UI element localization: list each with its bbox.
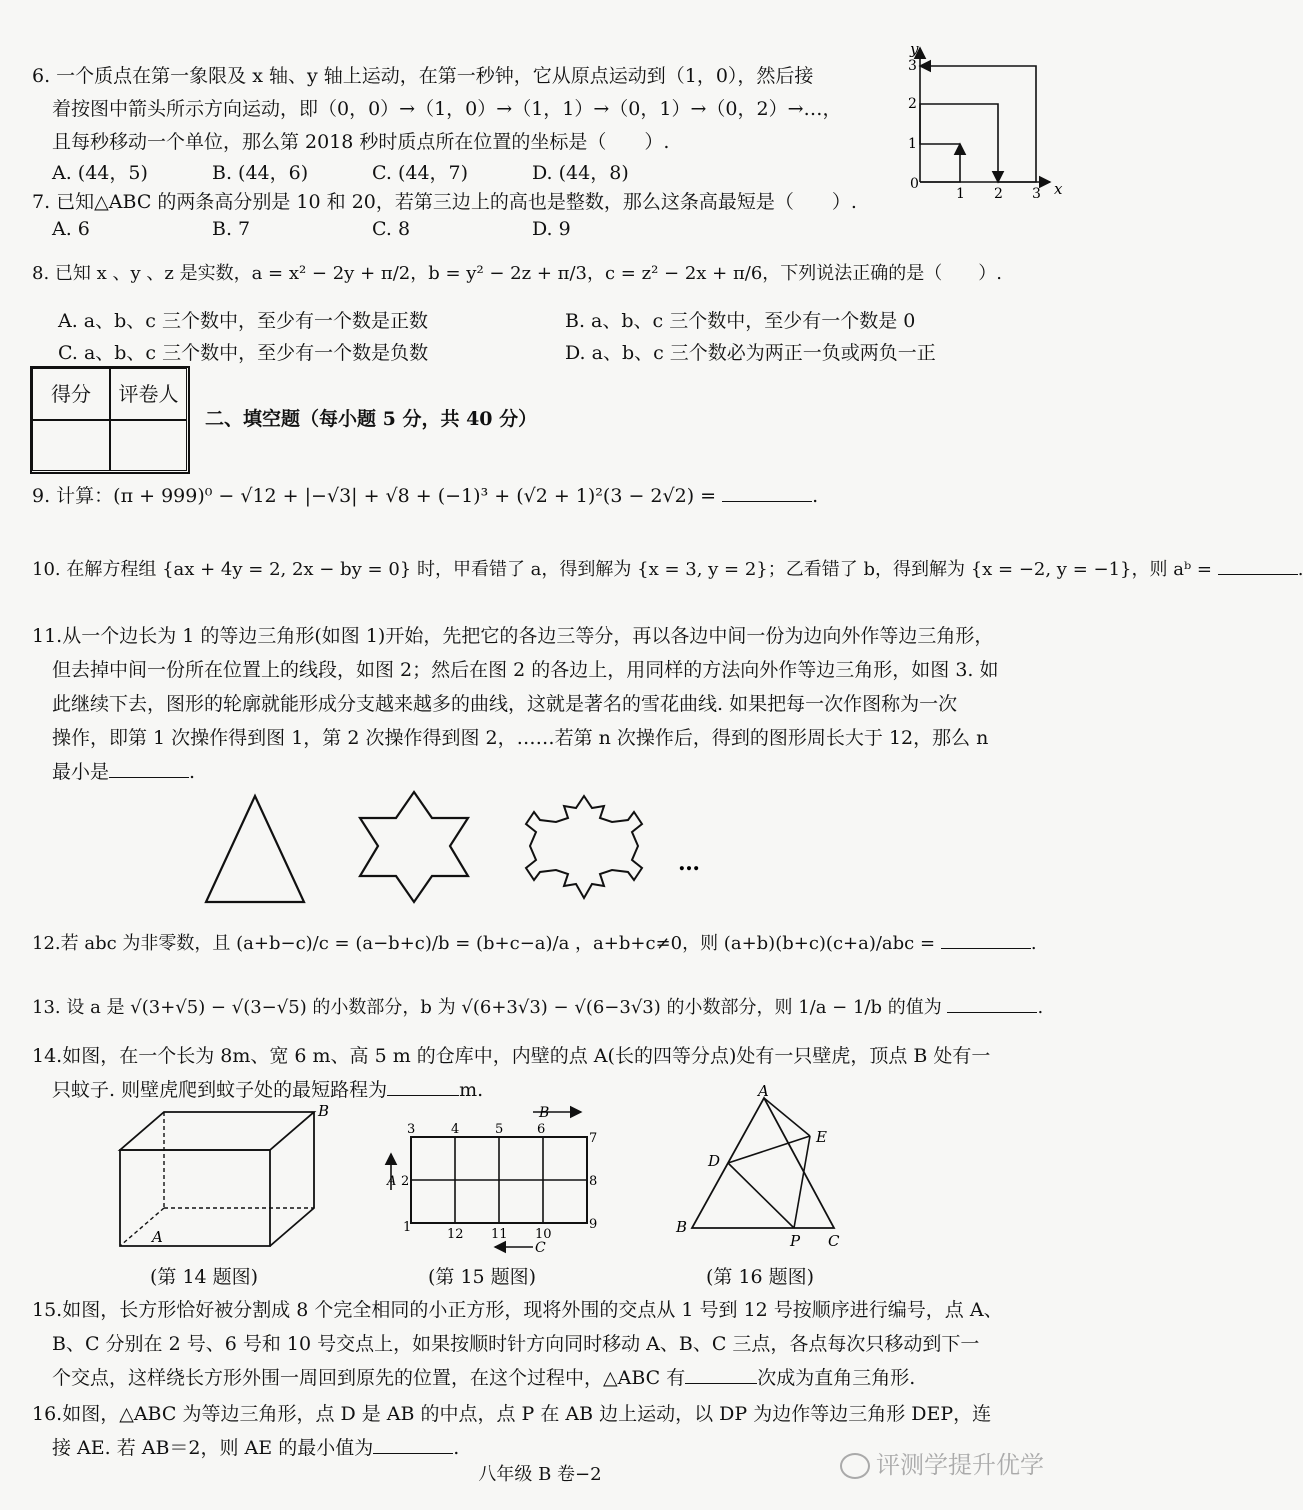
fig16-label-d: D xyxy=(708,1152,721,1170)
q7-text: 7. 已知△ABC 的两条高分别是 10 和 20，若第三边上的高也是整数，那么这条高最短是（ ）. xyxy=(32,191,857,213)
grader-cell[interactable] xyxy=(110,420,187,471)
q11-end: . xyxy=(189,761,196,783)
q15-line3-end: 次成为直角三角形. xyxy=(757,1367,916,1389)
score-table xyxy=(30,366,190,474)
grader-header: 评卷人 xyxy=(110,368,187,420)
fig15-top-6: 6 xyxy=(537,1122,546,1137)
fig15-top-7: 7 xyxy=(589,1131,598,1146)
q14-line2-text: 只蚊子. 则壁虎爬到蚊子处的最短路程为 xyxy=(52,1079,388,1101)
page-footer: 八年级 B 卷−2 xyxy=(478,1464,602,1485)
q6-line3: 且每秒移动一个单位，那么第 2018 秒时质点所在位置的坐标是（ ）. xyxy=(52,131,670,153)
watermark-text: 评测学提升优学 xyxy=(876,1451,1044,1479)
q7-option-d: D. 9 xyxy=(532,218,571,240)
score-header: 得分 xyxy=(32,368,110,420)
q8-text: 8. 已知 x 、y 、z 是实数，a = x² − 2y + π/2，b = y² − 2z + π/3，c = z² − 2x + π/6，下列说法正确的是（ ）. xyxy=(32,263,1003,284)
q10-end: . xyxy=(1297,559,1303,580)
q7-option-c: C. 8 xyxy=(372,218,411,240)
q11-line3: 此继续下去，图形的轮廓就能形成分支越来越多的曲线，这就是著名的雪花曲线. 如果把每一次作图称为一次 xyxy=(52,693,958,715)
q9-text: 9. 计算：(π + 999)⁰ − √12 + |−√3| + √8 + (−1)³ + (√2 + 1)²(3 − 2√2) = xyxy=(32,485,717,507)
q13-answer-blank[interactable] xyxy=(947,994,1037,1013)
q16-end: . xyxy=(453,1437,460,1459)
fig15-right-8: 8 xyxy=(589,1174,598,1189)
figure2-star xyxy=(360,792,468,902)
q6-option-d: D. (44，8) xyxy=(532,162,629,184)
q8-option-b: B. a、b、c 三个数中，至少有一个数是 0 xyxy=(565,310,916,332)
fig15-label-c: C xyxy=(535,1240,546,1256)
q15-line3-text: 个交点，这样绕长方形外围一周回到原先的位置，在这个过程中，△ABC 有 xyxy=(52,1367,686,1389)
q10-answer-blank[interactable] xyxy=(1218,556,1298,575)
q14-line1: 14.如图，在一个长为 8m、宽 6 m、高 5 m 的仓库中，内壁的点 A(长的四等分点)处有一只壁虎，顶点 B 处有一 xyxy=(32,1045,991,1067)
q6-line1: 6. 一个质点在第一象限及 x 轴、y 轴上运动，在第一秒钟，它从原点运动到（1，0），然后接 xyxy=(32,65,814,87)
q15-line1: 15.如图，长方形恰好被分割成 8 个完全相同的小正方形，现将外围的交点从 1 号到 12 号按顺序进行编号，点 A、 xyxy=(32,1299,1003,1321)
q10-line xyxy=(32,556,1303,584)
q9-line xyxy=(32,482,818,510)
q12-text: 12.若 abc 为非零数，且 (a+b−c)/c = (a−b+c)/b = (b+c−a)/a ，a+b+c≠0，则 (a+b)(b+c)(c+a)/abc = xyxy=(32,933,936,954)
q8-option-d: D. a、b、c 三个数必为两正一负或两负一正 xyxy=(565,342,936,364)
q7-option-a: A. 6 xyxy=(52,218,90,240)
fig15-grid xyxy=(385,1104,610,1254)
q6-line2: 着按图中箭头所示方向运动，即（0，0）→（1，0）→（1，1）→（0，1）→（0，2）→…， xyxy=(52,98,842,120)
q13-text: 13. 设 a 是 √(3+√5) − √(3−√5) 的小数部分，b 为 √(6+3√3) − √(6−3√3) 的小数部分，则 1/a − 1/b 的值为 xyxy=(32,997,942,1018)
fig15-top-4: 4 xyxy=(451,1122,460,1137)
fig15-top-3: 3 xyxy=(407,1122,416,1137)
fig16-label-c: C xyxy=(828,1232,840,1250)
figure3-snowflake xyxy=(526,796,642,898)
q6-x-tick-2: 2 xyxy=(994,186,1003,202)
q11-ellipsis: … xyxy=(678,850,700,876)
q6-x-label: x xyxy=(1054,180,1063,198)
q14-line2 xyxy=(52,1076,483,1104)
q12-answer-blank[interactable] xyxy=(941,930,1031,949)
q6-option-a: A. (44，5) xyxy=(52,162,148,184)
q11-line4: 操作，即第 1 次操作得到图 1，第 2 次操作得到图 2，……若第 n 次操作后，得到的图形周长大于 12，那么 n xyxy=(52,727,989,749)
fig16-label-p: P xyxy=(790,1232,801,1250)
q13-end: . xyxy=(1037,997,1044,1018)
q10-text: 10. 在解方程组 {ax + 4y = 2, 2x − by = 0} 时，甲看错了 a，得到解为 {x = 3, y = 2}；乙看错了 b，得到解为 {x = −2, y = −1}，则 aᵇ = xyxy=(32,559,1212,580)
fig15-bottom-12: 12 xyxy=(447,1227,464,1242)
q6-x-tick-0: 0 xyxy=(910,176,919,192)
fig15-label-a: A xyxy=(387,1174,397,1189)
fig15-left-2: 2 xyxy=(401,1174,410,1189)
q15-line3 xyxy=(52,1364,915,1392)
q16-line2-text: 接 AE. 若 AB＝2，则 AE 的最小值为 xyxy=(52,1437,374,1459)
score-cell[interactable] xyxy=(32,420,110,471)
fig15-caption: (第 15 题图) xyxy=(428,1266,537,1288)
q11-line2: 但去掉中间一份所在位置上的线段，如图 2；然后在图 2 的各边上，用同样的方法向外作等边三角形，如图 3. 如 xyxy=(52,659,999,681)
q9-answer-blank[interactable] xyxy=(722,483,812,502)
fig14-caption: (第 14 题图) xyxy=(150,1266,259,1288)
q6-y-tick-3: 3 xyxy=(908,58,917,74)
watermark-icon xyxy=(840,1453,870,1479)
fig15-bottom-1: 1 xyxy=(403,1220,412,1235)
fig16-label-a: A xyxy=(758,1082,769,1100)
q9-end: . xyxy=(812,485,819,507)
q6-option-b: B. (44，6) xyxy=(212,162,309,184)
q12-line xyxy=(32,930,1037,958)
q6-x-tick-3: 3 xyxy=(1032,186,1041,202)
q6-y-tick-1: 1 xyxy=(908,136,917,152)
fig16-label-b: B xyxy=(676,1218,688,1236)
fig16-triangle xyxy=(672,1084,857,1254)
watermark xyxy=(840,1445,1044,1480)
q11-answer-blank[interactable] xyxy=(109,759,189,778)
q16-line1: 16.如图，△ABC 为等边三角形，点 D 是 AB 的中点，点 P 在 AB 边上运动，以 DP 为边作等边三角形 DEP，连 xyxy=(32,1403,992,1425)
q11-snowflake-figures xyxy=(200,790,730,910)
fig15-bottom-10: 10 xyxy=(535,1227,552,1242)
q12-end: . xyxy=(1030,933,1037,954)
q16-line2 xyxy=(52,1434,459,1462)
q14-answer-blank[interactable] xyxy=(387,1077,459,1096)
section-2-title: 二、填空题（每小题 5 分，共 40 分） xyxy=(205,408,538,430)
fig15-right-9: 9 xyxy=(589,1217,598,1232)
fig16-label-e: E xyxy=(816,1128,827,1146)
q6-path-figure xyxy=(890,40,1070,205)
figure1-triangle xyxy=(206,796,304,902)
q8-option-c: C. a、b、c 三个数中，至少有一个数是负数 xyxy=(58,342,429,364)
q11-line1: 11.从一个边长为 1 的等边三角形(如图 1)开始，先把它的各边三等分，再以各边中间一份为边向外作等边三角形， xyxy=(32,625,994,647)
fig16-caption: (第 16 题图) xyxy=(706,1266,815,1288)
fig15-label-b: B xyxy=(539,1105,550,1121)
fig14-box xyxy=(110,1102,340,1252)
q11-line5-text: 最小是 xyxy=(52,761,110,783)
q15-line2: B、C 分别在 2 号、6 号和 10 号交点上，如果按顺时针方向同时移动 A、B、C 三点，各点每次只移动到下一 xyxy=(52,1333,980,1355)
fig14-label-a: A xyxy=(152,1228,163,1246)
q16-answer-blank[interactable] xyxy=(373,1435,453,1454)
fig15-bottom-11: 11 xyxy=(491,1227,508,1242)
q8-option-a: A. a、b、c 三个数中，至少有一个数是正数 xyxy=(58,310,428,332)
q6-y-tick-2: 2 xyxy=(908,96,917,112)
fig14-label-b: B xyxy=(318,1102,330,1120)
q13-line xyxy=(32,994,1043,1022)
q7-option-b: B. 7 xyxy=(212,218,251,240)
q6-x-tick-1: 1 xyxy=(956,186,965,202)
q11-line5 xyxy=(52,758,195,786)
q15-answer-blank[interactable] xyxy=(685,1365,757,1384)
fig15-top-5: 5 xyxy=(495,1122,504,1137)
q6-y-label: y xyxy=(910,40,919,58)
q6-option-c: C. (44，7) xyxy=(372,162,469,184)
q14-unit: m. xyxy=(459,1079,484,1101)
